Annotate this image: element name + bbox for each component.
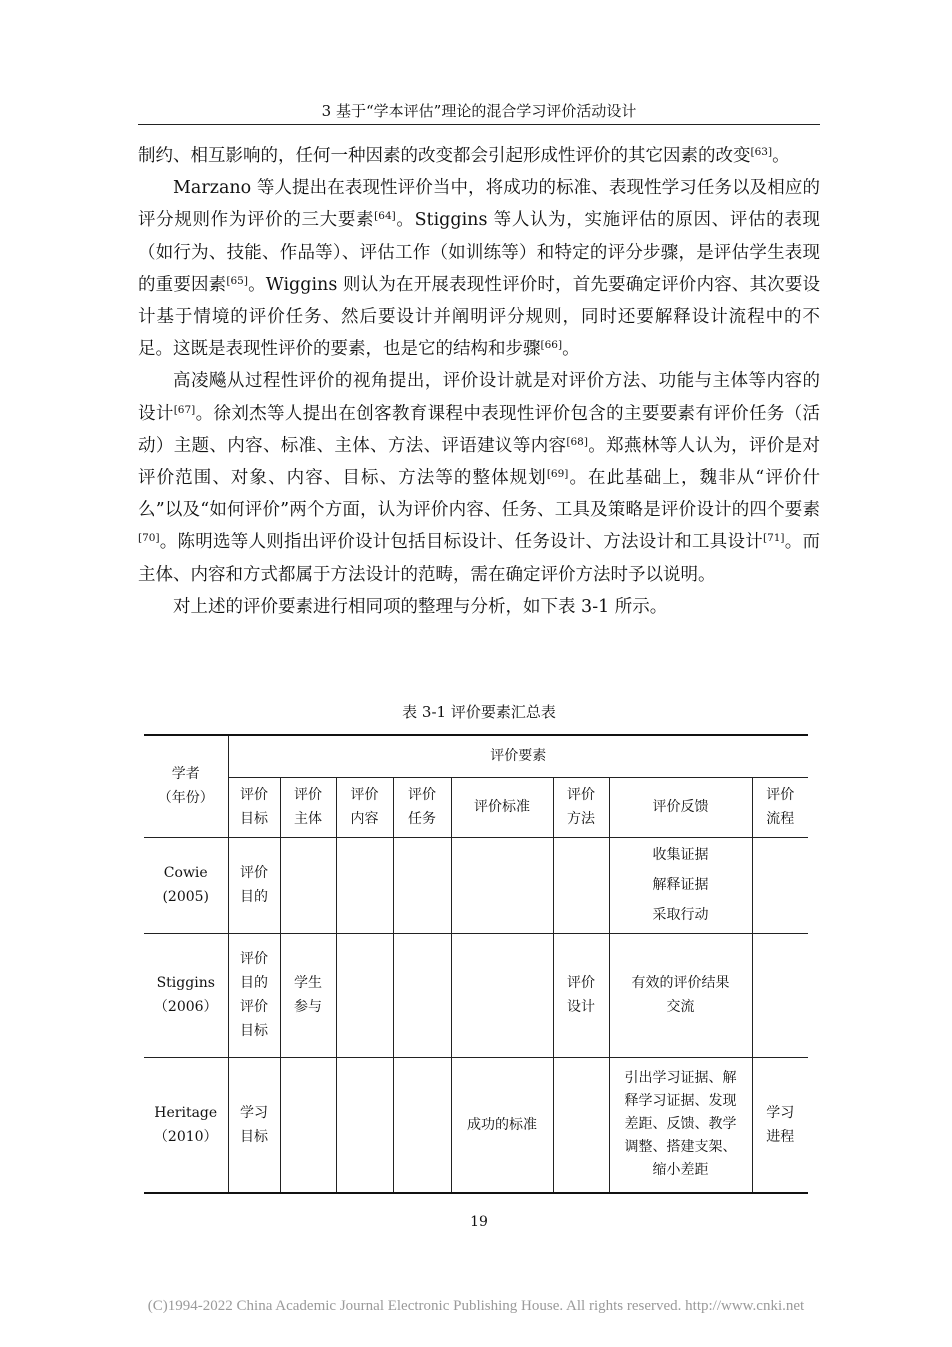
paragraph-text: 。 — [562, 339, 580, 360]
header-rule — [138, 124, 820, 125]
paragraph-text: 。Wiggins 则认为在开展表现性评价时，首先要确定评价内容、其次要设计基于情境的评价任务、然后要设计并阐明评分规则，同时还要解释设计流程中的不足。这既是表现性评价的要素，也是它的结构和步骤 — [138, 274, 820, 360]
column-header — [553, 777, 609, 837]
cell-text: 评价要素 — [490, 748, 547, 765]
table-cell — [752, 837, 808, 933]
cell-text: 交流 — [666, 999, 695, 1015]
page-number: 19 — [470, 1214, 488, 1230]
column-header — [393, 777, 451, 837]
table-cell — [451, 1057, 553, 1193]
cell-text: 学习 — [766, 1104, 795, 1121]
citation-marker: [70] — [138, 532, 160, 545]
table-row — [144, 933, 808, 1057]
cell-text: 方法 — [567, 811, 595, 827]
cell-text: 目标 — [240, 1128, 268, 1145]
paragraph-text: 对上述的评价要素进行相同项的整理与分析，如下表 3-1 所示。 — [173, 596, 668, 617]
table-cell — [280, 837, 336, 933]
copyright-notice: (C)1994-2022 China Academic Journal Electronic Publishing House. All rights reserved. http://www.cnki.net — [147, 1298, 805, 1314]
cell-text: 评价 — [350, 787, 379, 803]
paragraph-text: 高凌飚从过程性评价的视角提出，评价设计就是对评价方法、功能与主体等内容的设计 — [138, 371, 820, 424]
citation-marker: [63] — [750, 146, 773, 158]
column-header — [280, 777, 336, 837]
table-caption: 表 3-1 评价要素汇总表 — [402, 703, 556, 721]
citation-marker: [65] — [226, 274, 248, 287]
cell-text: 目标 — [240, 1023, 268, 1039]
cell-text: 有效的评价结果 — [631, 975, 730, 991]
citation-marker: [66] — [540, 339, 563, 352]
table-cell — [451, 837, 553, 933]
paragraph-text: 。 — [772, 146, 790, 166]
cell-text: 任务 — [408, 811, 436, 827]
cell-text: Cowie — [163, 865, 208, 881]
cell-text: 调整、搭建支架、 — [624, 1139, 737, 1156]
table-header-row — [144, 777, 808, 837]
cell-text: 参与 — [294, 999, 322, 1015]
cell-text: 评价标准 — [474, 799, 530, 815]
table-row — [144, 837, 808, 933]
scholar-cell — [144, 837, 228, 933]
scholar-header — [144, 735, 228, 837]
paragraph-text: 。徐刘杰等人提出在创客教育课程中表现性评价包含的主要要素有评价任务（活动）主题、内容、标准、主体、方法、评语建议等内容 — [138, 403, 821, 456]
paragraph-text: 制约、相互影响的，任何一种因素的改变都会引起形成性评价的其它因素的改变 — [138, 146, 751, 166]
cell-text: 目的 — [240, 889, 268, 905]
table-cell — [336, 1057, 393, 1193]
paragraph-text: 。郑燕林等人认为，评价是对评价范围、对象、内容、目标、方法等的整体规划 — [138, 435, 820, 489]
cell-text: 主体 — [294, 811, 322, 827]
citation-marker: [71] — [762, 532, 785, 545]
table-cell — [280, 933, 336, 1057]
running-header: 3 基于“学本评估”理论的混合学习评价活动设计 — [321, 102, 637, 120]
cell-text: 成功的标准 — [467, 1116, 537, 1133]
cell-text: 评价 — [766, 787, 795, 803]
table-cell — [393, 1057, 451, 1193]
table-cell — [553, 933, 609, 1057]
table-cell — [228, 837, 280, 933]
table-cell — [451, 933, 553, 1057]
cell-text: 引出学习证据、解 — [624, 1070, 737, 1087]
cell-text: 学习 — [240, 1104, 268, 1121]
column-header — [609, 777, 752, 837]
column-header — [752, 777, 808, 837]
cell-text: 进程 — [766, 1128, 795, 1145]
paragraph-text: 。陈明选等人则指出评价设计包括目标设计、任务设计、方法设计和工具设计 — [159, 532, 763, 553]
table-cell — [280, 1057, 336, 1193]
cell-text: 采取行动 — [652, 907, 709, 923]
cell-text: 目的 — [240, 975, 268, 991]
cell-text: Stiggins — [156, 975, 215, 991]
cell-text: 缩小差距 — [652, 1162, 709, 1179]
cell-text: (2005) — [162, 889, 210, 905]
table-cell — [609, 837, 752, 933]
table-cell — [752, 933, 808, 1057]
paragraph — [138, 591, 820, 623]
body-text — [138, 140, 820, 623]
table-cell — [393, 837, 451, 933]
cell-text: 释学习证据、发现 — [624, 1093, 737, 1110]
table-cell — [553, 837, 609, 933]
cell-text: 流程 — [766, 811, 795, 827]
cell-text: 学生 — [294, 975, 322, 991]
cell-text: 收集证据 — [652, 847, 709, 863]
cell-text: 差距、反馈、教学 — [624, 1116, 737, 1133]
cell-text: 评价 — [240, 951, 268, 967]
group-header — [228, 735, 808, 777]
cell-text: 评价 — [240, 865, 268, 881]
table-cell — [609, 1057, 752, 1193]
cell-text: 评价 — [567, 975, 595, 991]
cell-text: （2010） — [153, 1128, 218, 1145]
citation-marker: [64] — [374, 210, 396, 223]
evaluation-elements-table — [144, 734, 808, 1194]
paragraph — [138, 140, 820, 172]
paragraph-text: 。而主体、内容和方式都属于方法设计的范畴，需在确定评价方法时予以说明。 — [138, 532, 821, 585]
cell-text: 评价 — [240, 999, 268, 1015]
table-cell — [228, 1057, 280, 1193]
cell-text: （2006） — [153, 999, 218, 1015]
table-cell — [336, 837, 393, 933]
paragraph-text: Marzano 等人提出在表现性评价当中，将成功的标准、表现性学习任务以及相应的评分规则作为评价的三大要素 — [138, 178, 820, 231]
scholar-cell — [144, 1057, 228, 1193]
paragraph — [138, 365, 820, 590]
citation-marker: [67] — [173, 403, 196, 416]
column-header — [451, 777, 553, 837]
cell-text: 学者 — [171, 766, 200, 783]
table-header-row — [144, 735, 808, 777]
table-row — [144, 1057, 808, 1193]
paragraph — [138, 172, 820, 365]
table-cell — [752, 1057, 808, 1193]
cell-text: 设计 — [567, 999, 595, 1015]
table-cell — [336, 933, 393, 1057]
cell-text: Heritage — [154, 1104, 218, 1121]
cell-text: 评价反馈 — [652, 799, 709, 815]
cell-text: 内容 — [350, 811, 379, 827]
paragraph-text: 。Stiggins 等人认为，实施评估的原因、评估的表现（如行为、技能、作品等）、评估工作（如训练等）和特定的评分步骤，是评估学生表现的重要因素 — [138, 210, 821, 295]
column-header — [228, 777, 280, 837]
cell-text: （年份） — [157, 790, 214, 807]
cell-text: 评价 — [567, 787, 595, 803]
column-header — [336, 777, 393, 837]
cell-text: 评价 — [408, 787, 436, 803]
table-cell — [553, 1057, 609, 1193]
table-cell — [609, 933, 752, 1057]
cell-text: 目标 — [240, 811, 268, 827]
paragraph-text: 。在此基础上，魏非从“评价什么”以及“如何评价”两个方面，认为评价内容、任务、工具及策略是评价设计的四个要素 — [138, 468, 820, 521]
citation-marker: [68] — [566, 435, 588, 448]
table-cell — [393, 933, 451, 1057]
table-cell — [228, 933, 280, 1057]
citation-marker: [69] — [546, 468, 569, 481]
cell-text: 评价 — [240, 787, 268, 803]
cell-text: 解释证据 — [652, 877, 709, 893]
cell-text: 评价 — [294, 787, 322, 803]
scholar-cell — [144, 933, 228, 1057]
